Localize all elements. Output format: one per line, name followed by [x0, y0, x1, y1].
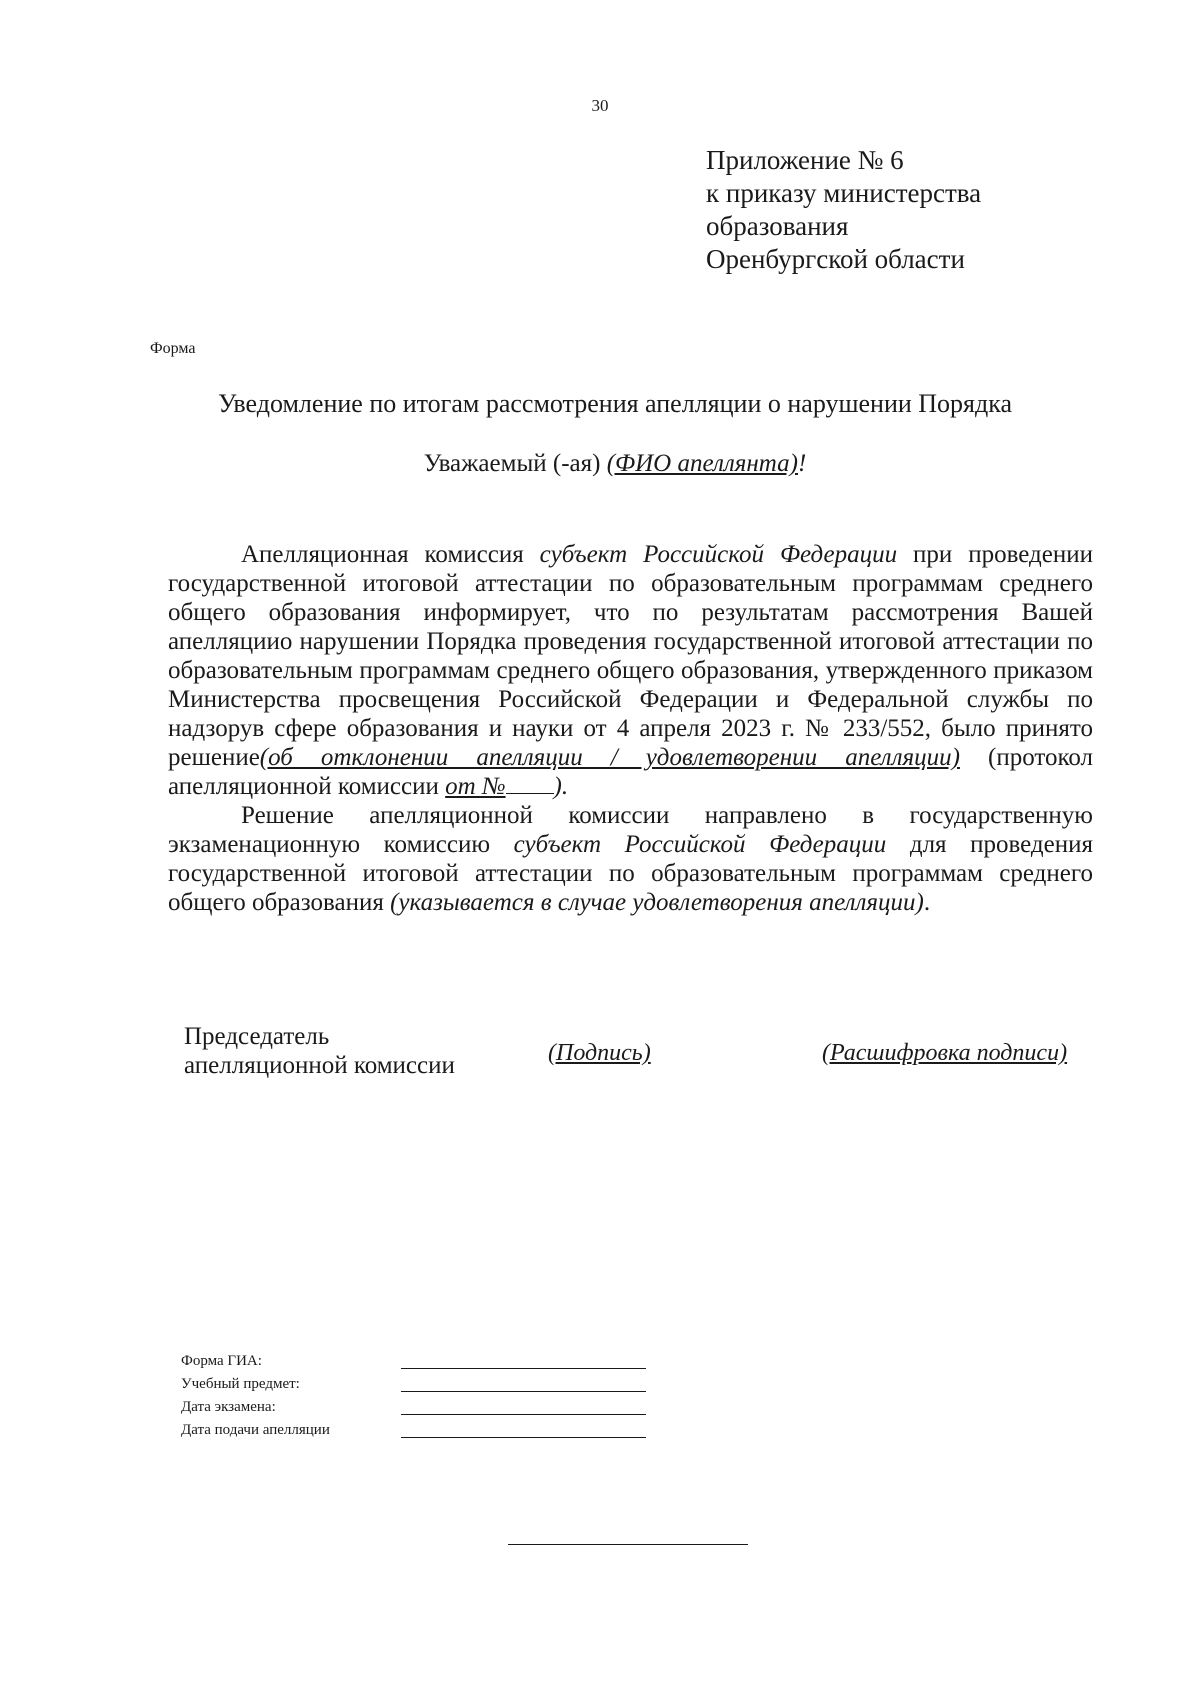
condition-note: (указывается в случае удовлетворения апелляции)	[390, 889, 924, 916]
annex-line: к приказу министерства	[706, 178, 982, 208]
region-placeholder: субъект Российской Федерации	[539, 541, 898, 568]
meta-row-exam-date	[181, 1396, 646, 1419]
exam-date-blank	[401, 1399, 646, 1415]
paragraph-referral	[168, 801, 1093, 917]
signature-decoding-placeholder: (Расшифровка подписи)	[822, 1040, 1068, 1066]
greeting	[0, 450, 1200, 478]
chairman-role	[184, 1022, 455, 1080]
meta-row-subject	[181, 1373, 646, 1396]
exam-form-blank	[401, 1353, 646, 1369]
annex-line: Приложение № 6	[706, 145, 904, 175]
annex-line: образования	[706, 211, 849, 241]
signature-placeholder: (Подпись)	[548, 1040, 651, 1066]
meta-row-appeal-date	[181, 1419, 646, 1442]
meta-row-exam-form	[181, 1350, 646, 1373]
meta-label: Дата подачи апелляции	[181, 1422, 330, 1438]
annex-header	[706, 144, 981, 276]
decision-placeholder: (об отклонении апелляции / удовлетворении апелляции)	[259, 744, 960, 771]
text-segment: Решение апелляционной комиссии направлено в государственную экзаменационную комиссию	[168, 802, 1093, 858]
chairman-role-line: апелляционной комиссии	[184, 1052, 455, 1079]
notification-body	[168, 540, 1093, 917]
protocol-number-blank	[506, 773, 554, 794]
protocol-placeholder: от №	[445, 773, 506, 800]
meta-label: Дата экзамена:	[181, 1399, 276, 1415]
text-segment: Апелляционная комиссия	[241, 541, 540, 568]
meta-label: Учебный предмет:	[181, 1376, 300, 1392]
text-segment: ).	[553, 773, 569, 800]
chairman-role-line: Председатель	[184, 1023, 330, 1050]
text-segment: .	[923, 889, 931, 916]
exam-meta-fields	[181, 1350, 646, 1442]
subject-blank	[401, 1376, 646, 1392]
text-segment: (протокол апелляционной комиссии	[168, 744, 1093, 800]
document-title: Уведомление по итогам рассмотрения апелляции о нарушении Порядка	[217, 389, 1013, 418]
meta-label: Форма ГИА:	[181, 1353, 262, 1369]
bottom-divider	[508, 1544, 748, 1545]
annex-line: Оренбургской области	[706, 244, 965, 274]
page-number: 30	[591, 96, 609, 115]
greeting-suffix: !	[797, 450, 807, 477]
paragraph-decision	[168, 540, 1093, 801]
region-placeholder: субъект Российской Федерации	[513, 831, 887, 858]
form-label: Форма	[150, 340, 196, 357]
appellant-name-placeholder: (ФИО апеллянта)	[606, 450, 798, 477]
greeting-prefix: Уважаемый (-ая)	[423, 450, 607, 477]
text-segment: для проведения государственной итоговой аттестации по образовательным программам среднего общего образования	[168, 831, 1093, 916]
text-segment: при проведении государственной итоговой аттестации по образовательным программам среднего общего образования информирует, что по результатам рассмотрения Вашей апелляциио нарушении Порядка проведения государственной итоговой аттестации по образовательным программам среднего общего образования, утвержденного приказом Министерства просвещения Российской Федерации и Федеральной службы по надзорув сфере образования и науки от 4 апреля 2023 г. № 233/552, было принято решение	[168, 541, 1093, 771]
appeal-date-blank	[401, 1422, 646, 1438]
